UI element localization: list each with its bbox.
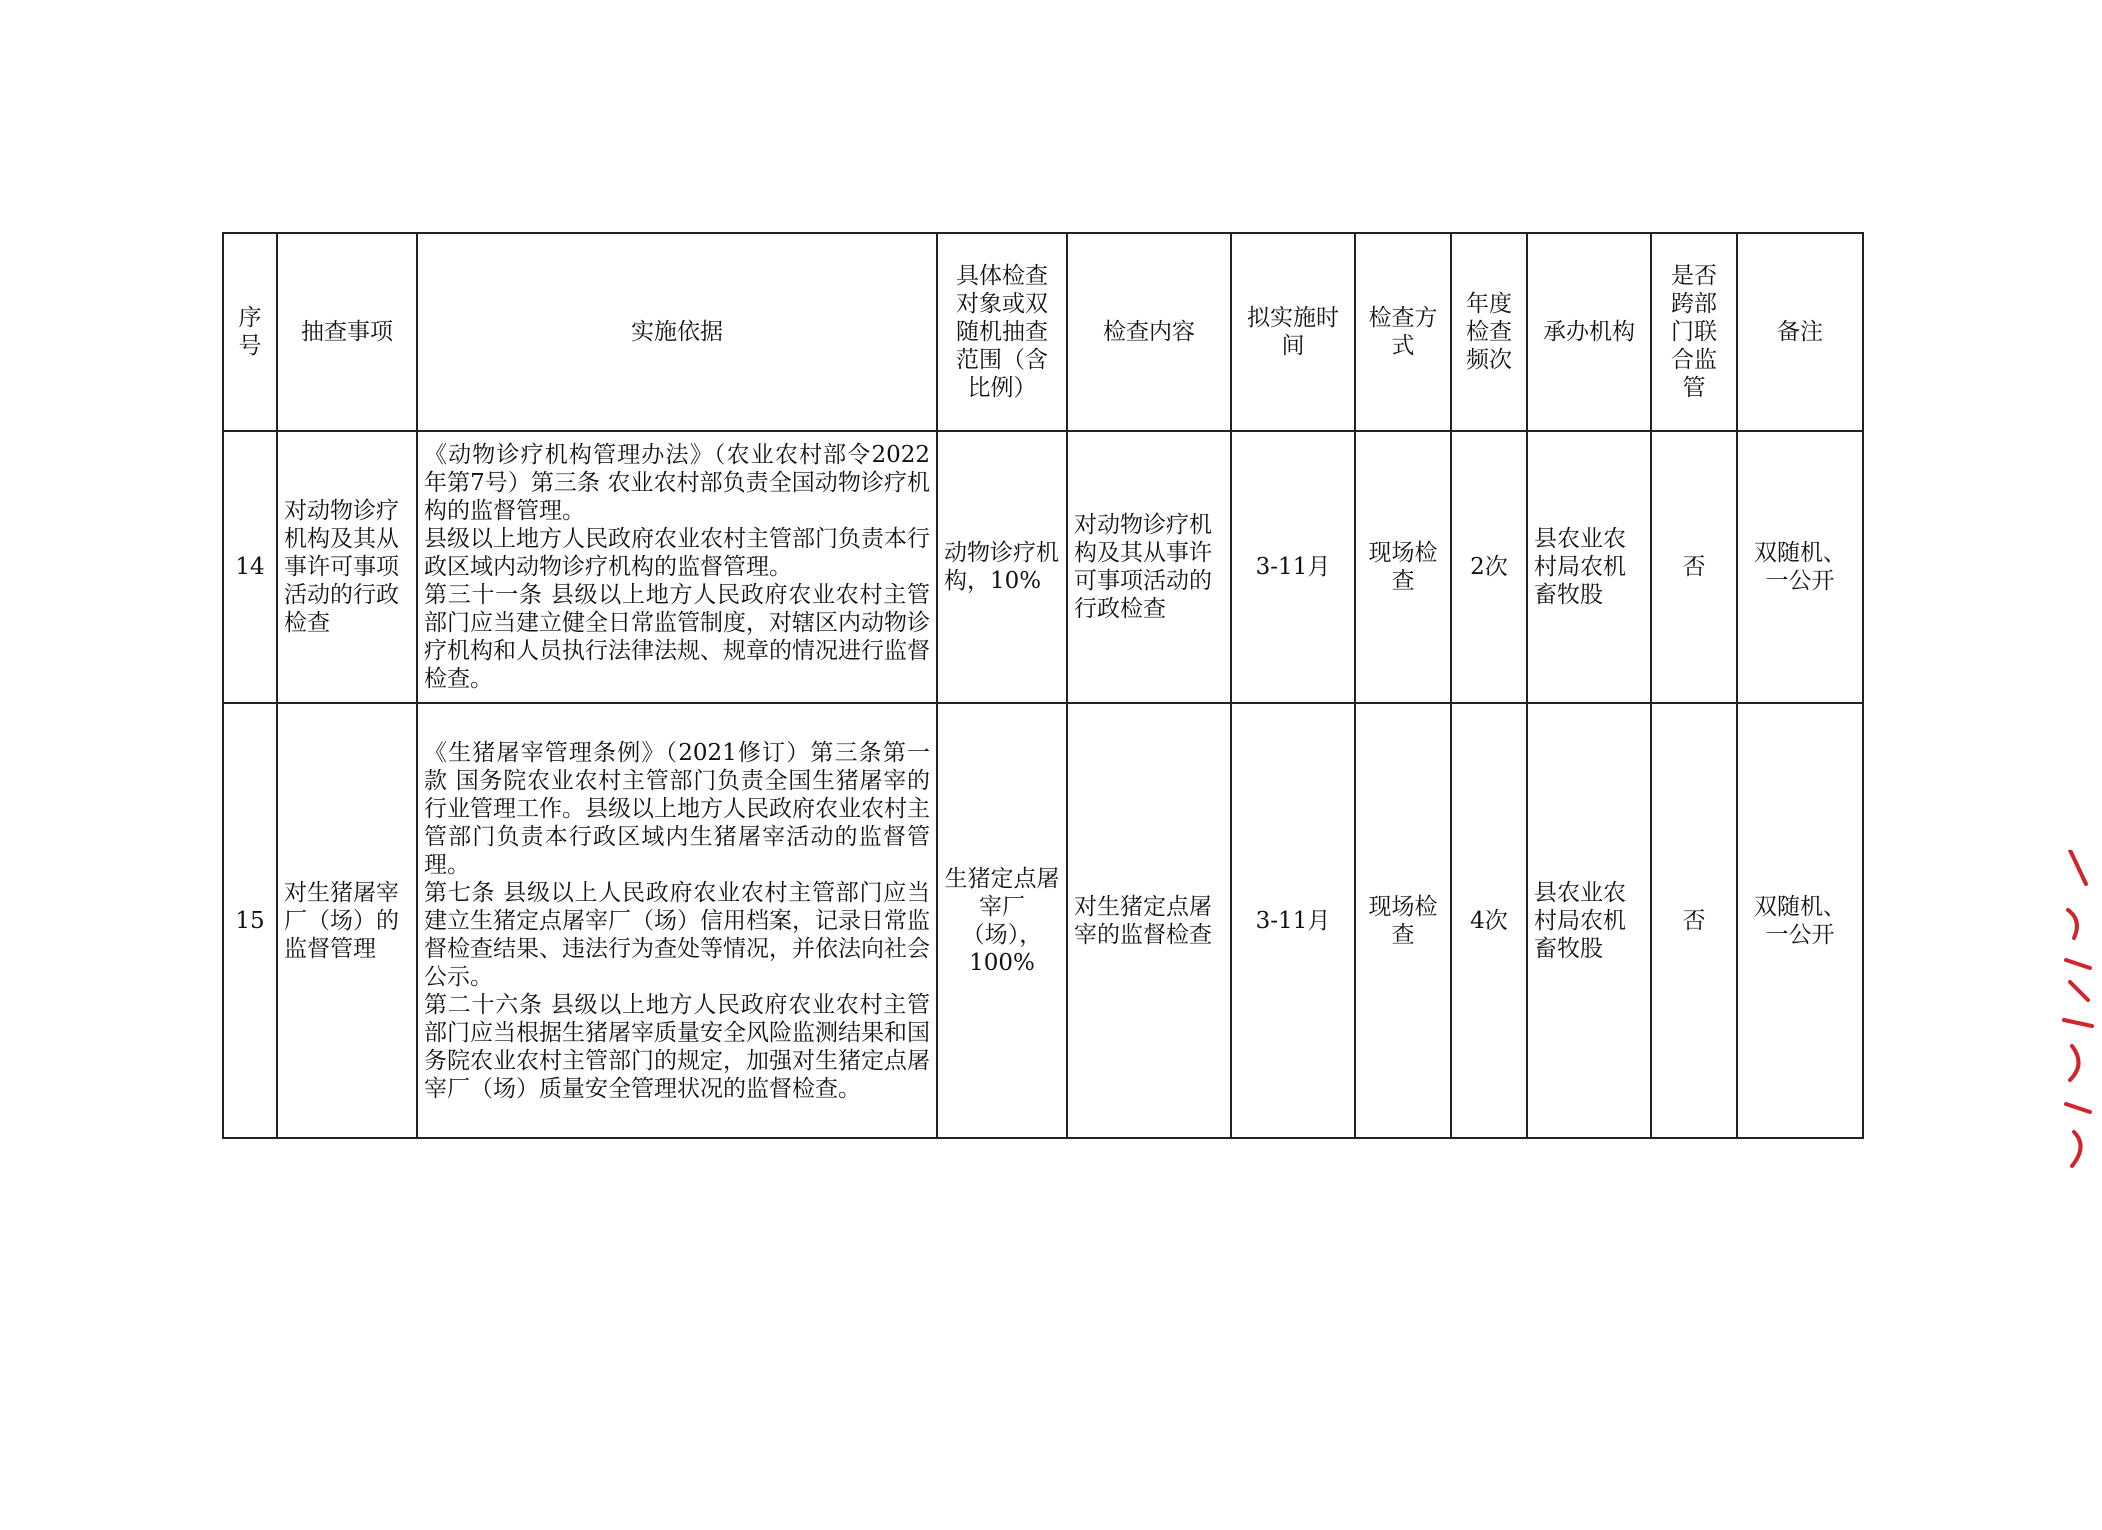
row-note: 双随机、一公开: [1737, 431, 1863, 703]
row-cross-dept: 否: [1651, 703, 1737, 1138]
header-method: 检查方式: [1355, 233, 1451, 431]
row-content: 对动物诊疗机构及其从事许可事项活动的行政检查: [1067, 431, 1231, 703]
row-no: 14: [223, 431, 277, 703]
row-time: 3-11月: [1231, 431, 1355, 703]
row-method: 现场检查: [1355, 703, 1451, 1138]
basis-paragraph: 第七条 县级以上人民政府农业农村主管部门应当建立生猪定点屠宰厂（场）信用档案，记录日常监督检查结果、违法行为查处等情况，并依法向社会公示。: [424, 879, 930, 990]
row-basis: [417, 431, 937, 703]
table-row: [223, 431, 1863, 703]
header-note: 备注: [1737, 233, 1863, 431]
basis-paragraph: 第三十一条 县级以上地方人民政府农业农村主管部门应当建立健全日常监管制度，对辖区内动物诊疗机构和人员执行法律法规、规章的情况进行监督检查。: [424, 582, 930, 692]
row-org: 县农业农村局农机畜牧股: [1527, 431, 1651, 703]
basis-paragraph: 《生猪屠宰管理条例》（2021修订）第三条第一款 国务院农业农村主管部门负责全国生猪屠宰的行业管理工作。县级以上地方人民政府农业农村主管部门负责本行政区域内生猪屠宰活动的监督管理。: [424, 739, 930, 878]
basis-paragraph: 县级以上地方人民政府农业农村主管部门负责本行政区域内动物诊疗机构的监督管理。: [424, 526, 930, 580]
header-org: 承办机构: [1527, 233, 1651, 431]
header-scope: 具体检查对象或双随机抽查范围（含比例）: [937, 233, 1067, 431]
header-time: 拟实施时间: [1231, 233, 1355, 431]
row-frequency: 2次: [1451, 431, 1527, 703]
basis-paragraph: 《动物诊疗机构管理办法》（农业农村部令2022年第7号）第三条 农业农村部负责全国动物诊疗机构的监督管理。: [424, 442, 930, 524]
stamp-stroke: [2064, 850, 2092, 1166]
basis-paragraph: 第二十六条 县级以上地方人民政府农业农村主管部门应当根据生猪屠宰质量安全风险监测结果和国务院农业农村主管部门的规定，加强对生猪定点屠宰厂（场）质量安全管理状况的监督检查。: [424, 991, 930, 1102]
row-content: 对生猪定点屠宰的监督检查: [1067, 703, 1231, 1138]
row-cross-dept: 否: [1651, 431, 1737, 703]
header-frequency: 年度检查频次: [1451, 233, 1527, 431]
header-content: 检查内容: [1067, 233, 1231, 431]
row-frequency: 4次: [1451, 703, 1527, 1138]
row-time: 3-11月: [1231, 703, 1355, 1138]
table-row: [223, 703, 1863, 1138]
row-basis: [417, 703, 937, 1138]
inspection-table: [222, 232, 1864, 1139]
row-item: 对生猪屠宰厂（场）的监督管理: [277, 703, 417, 1138]
row-scope: 生猪定点屠宰厂（场），100%: [937, 703, 1067, 1138]
header-basis: 实施依据: [417, 233, 937, 431]
header-no: 序号: [223, 233, 277, 431]
row-org: 县农业农村局农机畜牧股: [1527, 703, 1651, 1138]
row-scope: 动物诊疗机构，10%: [937, 431, 1067, 703]
header-item: 抽查事项: [277, 233, 417, 431]
table-header-row: [223, 233, 1863, 431]
row-item: 对动物诊疗机构及其从事许可事项活动的行政检查: [277, 431, 417, 703]
row-method: 现场检查: [1355, 431, 1451, 703]
row-note: 双随机、一公开: [1737, 703, 1863, 1138]
red-stamp-mark: [2060, 850, 2100, 1170]
header-cross-dept: 是否跨部门联合监管: [1651, 233, 1737, 431]
row-no: 15: [223, 703, 277, 1138]
